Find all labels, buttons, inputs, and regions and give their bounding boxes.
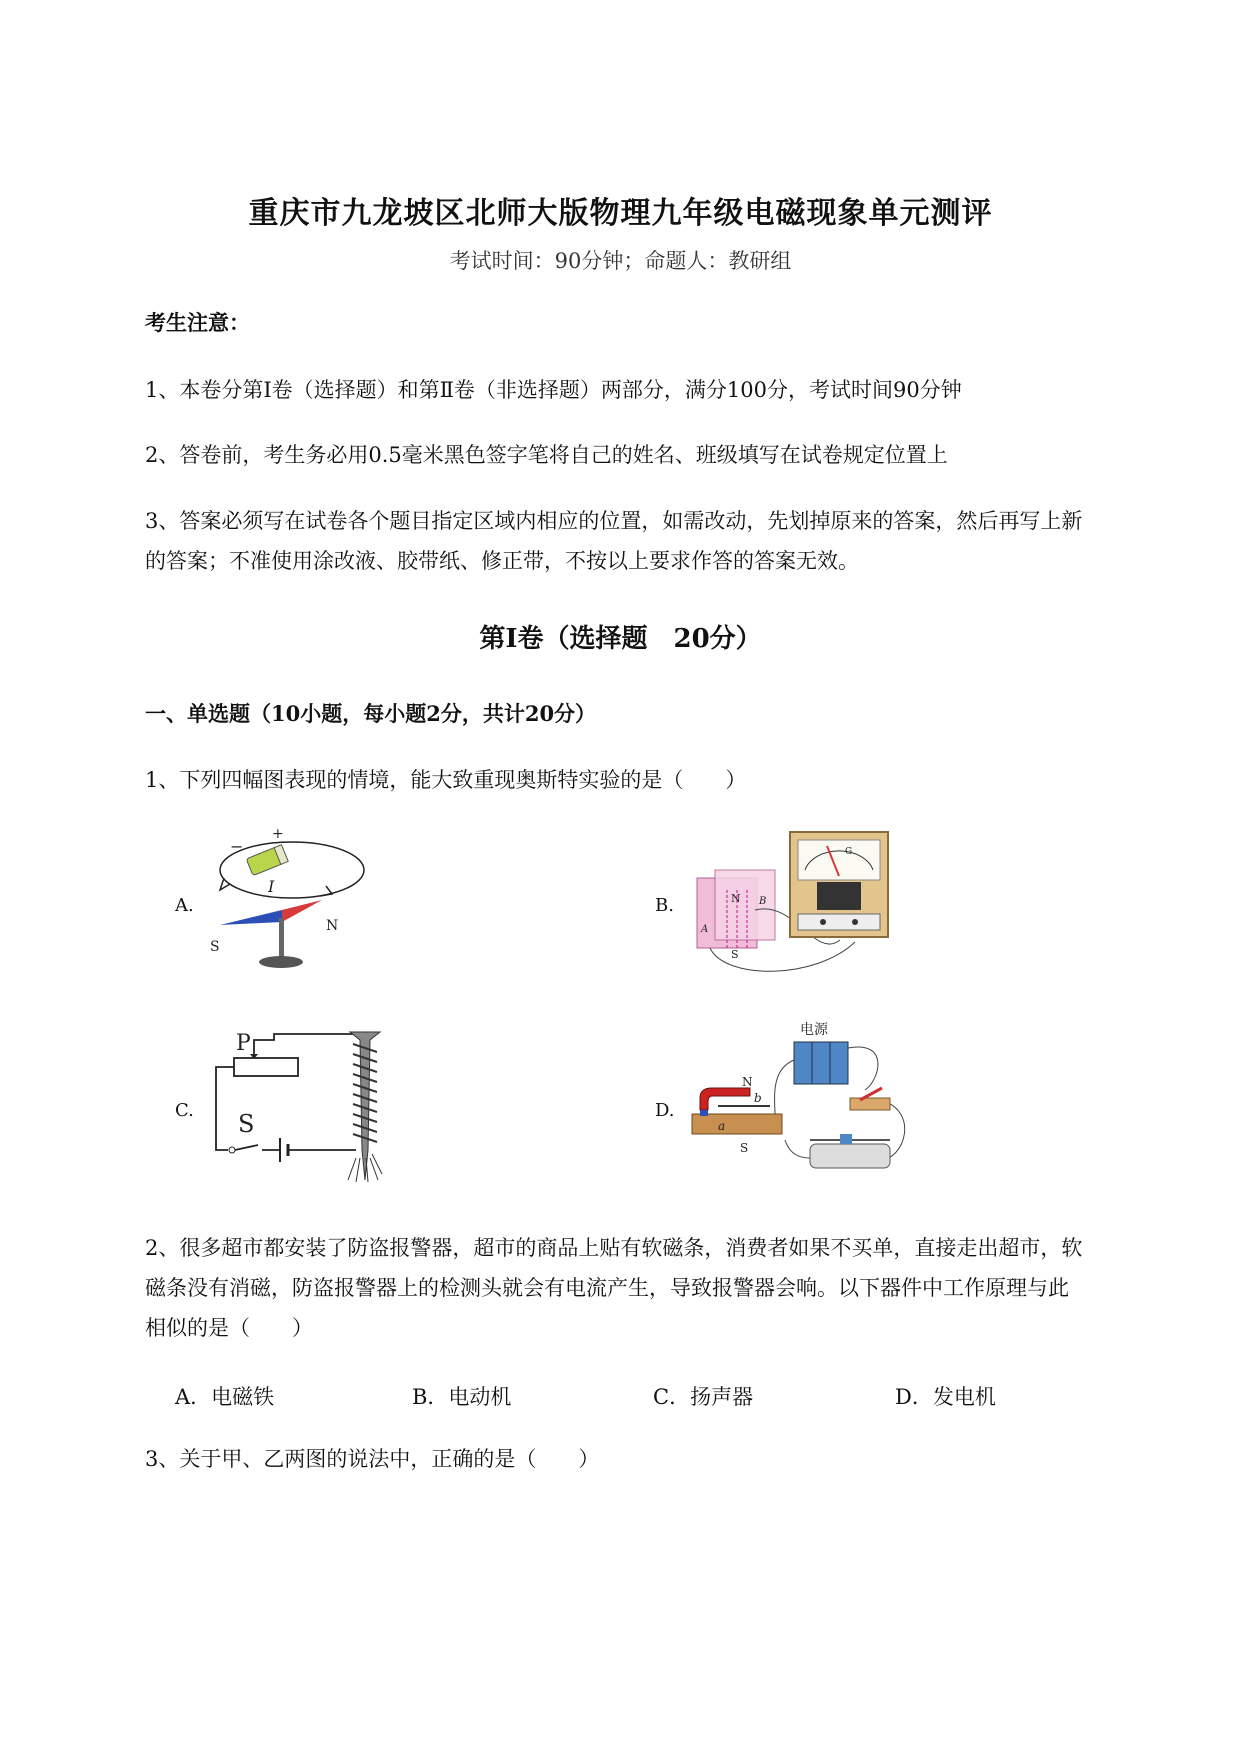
- figure-galvanometer: [695, 830, 890, 980]
- needle-base: [259, 956, 303, 968]
- terminal-icon: [852, 919, 858, 925]
- magnet-s: S: [740, 1141, 749, 1155]
- needle-stand: [279, 918, 284, 960]
- question-2-choice-a: A．电磁铁: [175, 1385, 275, 1409]
- wire: [216, 1067, 234, 1150]
- battery-icon: [246, 845, 288, 876]
- rheostat: [234, 1058, 298, 1076]
- question-2-choice-d: D．发电机: [895, 1385, 996, 1409]
- question-1-stem: 1、下列四幅图表现的情境，能大致重现奥斯特实验的是（ ）: [145, 768, 747, 792]
- notice-item-1: 1、本卷分第I卷（选择题）和第Ⅱ卷（非选择题）两部分，满分100分，考试时间90分钟: [145, 378, 962, 402]
- question-2-choice-b: B．电动机: [412, 1385, 512, 1409]
- question-2-stem-line-2: 磁条没有消磁，防盗报警器上的检测头就会有电流产生，导致报警器会响。以下器件中工作原理与此: [145, 1276, 1069, 1300]
- question-2-choice-c: C．扬声器: [653, 1385, 754, 1409]
- figure-motor-experiment: [690, 1020, 925, 1180]
- battery-plus: +: [272, 826, 284, 842]
- switch-lever: [235, 1145, 258, 1150]
- switch-label: S: [238, 1110, 255, 1138]
- magnet-n: N: [742, 1075, 753, 1089]
- slider-label: P: [236, 1031, 251, 1056]
- point-a: A: [701, 924, 709, 935]
- figure-oersted-needle: [210, 826, 370, 975]
- option-c-label: C.: [175, 1100, 194, 1121]
- notice-heading: 考生注意：: [145, 310, 250, 335]
- needle-north-label: N: [326, 918, 339, 934]
- terminal-icon: [820, 919, 826, 925]
- point-a: a: [718, 1119, 726, 1133]
- battery-minus: −: [230, 837, 244, 856]
- wood-base: [692, 1114, 782, 1134]
- current-label: I: [268, 877, 275, 896]
- battery-icon: [812, 1042, 830, 1084]
- needle-north-half: [282, 900, 322, 922]
- needle-south-half: [220, 910, 282, 925]
- wire: [254, 1034, 366, 1052]
- point-b: b: [754, 1091, 762, 1105]
- option-a-label: A.: [175, 895, 194, 916]
- option-d-label: D.: [655, 1100, 675, 1121]
- gauge-label: G: [845, 847, 853, 857]
- arrow-icon: [320, 886, 332, 896]
- wire: [848, 1047, 878, 1090]
- battery-icon: [830, 1042, 848, 1084]
- notice-item-3-cont: 的答案；不准使用涂改液、胶带纸、修正带，不按以上要求作答的答案无效。: [145, 549, 859, 573]
- battery-icon: [794, 1042, 812, 1084]
- question-2-stem-line-1: 2、很多超市都安装了防盗报警器，超市的商品上贴有软磁条，消费者如果不买单，直接走出超市，软: [145, 1236, 1083, 1260]
- notice-item-3: 3、答案必须写在试卷各个题目指定区域内相应的位置，如需改动，先划掉原来的答案，然后再写上新: [145, 509, 1083, 533]
- notice-item-2: 2、答卷前，考生务必用0.5毫米黑色签字笔将自己的姓名、班级填写在试卷规定位置上: [145, 443, 948, 467]
- wire: [785, 1140, 810, 1158]
- rheostat-slider: [840, 1134, 852, 1144]
- question-2-stem-line-3: 相似的是（ ）: [145, 1316, 313, 1340]
- point-b: B: [759, 896, 767, 907]
- magnet-s: S: [731, 948, 739, 961]
- wire: [775, 1060, 794, 1115]
- exam-info: 考试时间：90分钟；命题人：教研组: [449, 249, 792, 273]
- section-title: 第I卷（选择题 20分）: [479, 624, 762, 654]
- needle-south-label: S: [210, 939, 220, 955]
- switch-contact: [229, 1147, 235, 1153]
- magnet-pole: [700, 1110, 708, 1116]
- part-heading: 一、单选题（10小题，每小题2分，共计20分）: [145, 701, 597, 726]
- galvanometer-coil: [817, 882, 861, 910]
- switch-base: [850, 1098, 890, 1110]
- figure-electromagnet-circuit: [210, 1030, 410, 1185]
- terminal-plate: [798, 914, 880, 930]
- rheostat: [810, 1144, 890, 1168]
- page-title: 重庆市九龙坡区北师大版物理九年级电磁现象单元测评: [248, 196, 993, 231]
- magnet-n: N: [731, 892, 741, 905]
- option-b-label: B.: [655, 895, 674, 916]
- power-label: 电源: [800, 1022, 828, 1038]
- question-3-stem: 3、关于甲、乙两图的说法中，正确的是（ ）: [145, 1447, 600, 1471]
